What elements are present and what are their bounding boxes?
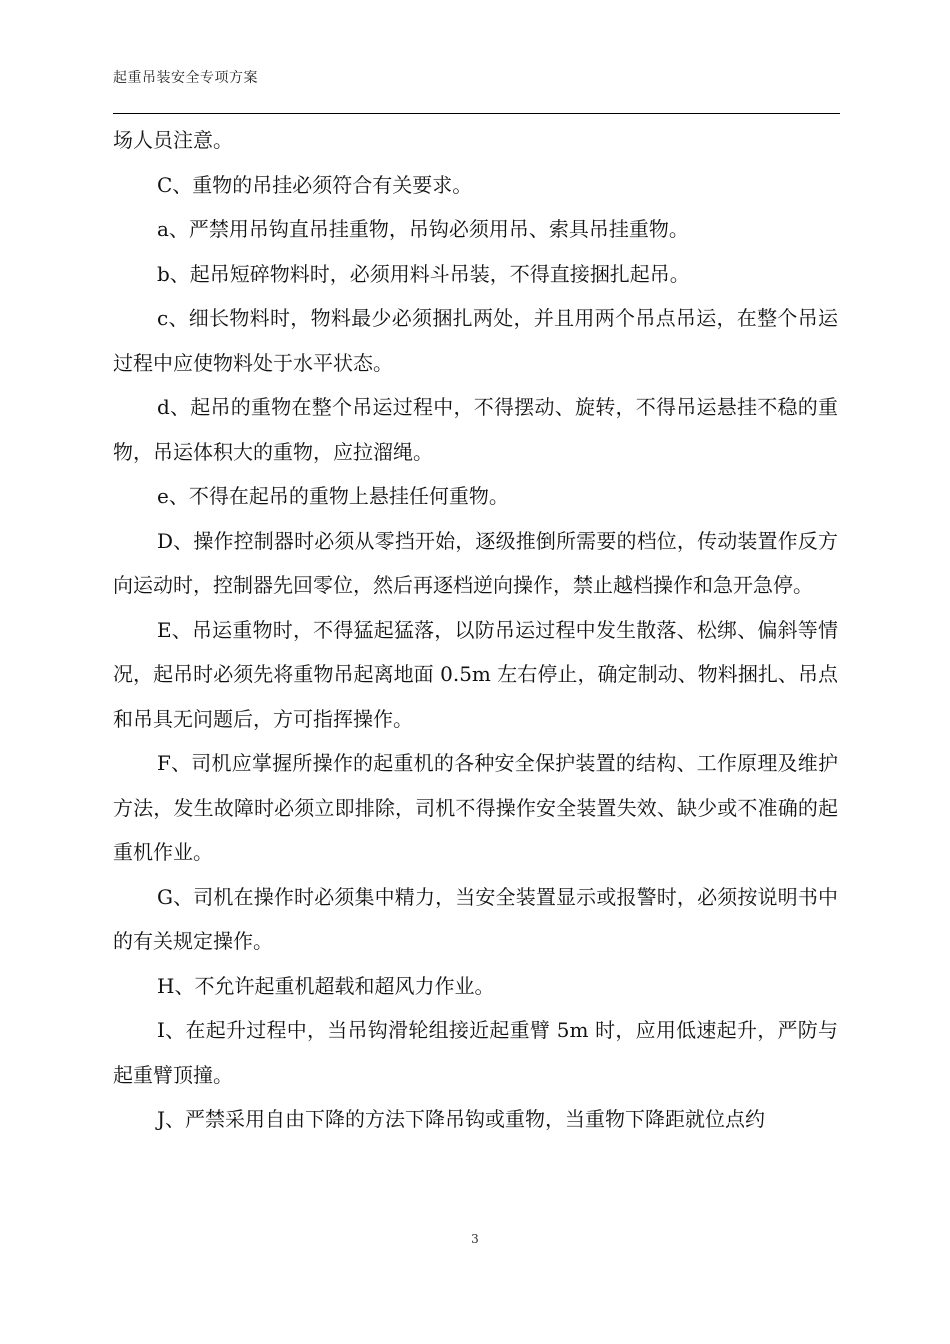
paragraph: E、吊运重物时，不得猛起猛落，以防吊运过程中发生散落、松绑、偏斜等情况，起吊时必须先将重物吊起离地面 0.5m 左右停止，确定制动、物料捆扎、吊点和吊具无问题后，方可指挥操作。 (113, 617, 838, 731)
paragraph: F、司机应掌握所操作的起重机的各种安全保护装置的结构、工作原理及维护方法，发生故障时必须立即排除，司机不得操作安全装置失效、缺少或不准确的起重机作业。 (113, 751, 838, 864)
document-body (113, 118, 838, 1142)
paragraph: c、细长物料时，物料最少必须捆扎两处，并且用两个吊点吊运，在整个吊运过程中应使物料处于水平状态。 (113, 306, 838, 375)
paragraph: 场人员注意。 (113, 128, 233, 152)
paragraph: d、起吊的重物在整个吊运过程中，不得摆动、旋转，不得吊运悬挂不稳的重物，吊运体积大的重物，应拉溜绳。 (113, 395, 838, 464)
paragraph: G、司机在操作时必须集中精力，当安全装置显示或报警时，必须按说明书中的有关规定操作。 (113, 884, 838, 953)
paragraph: J、严禁采用自由下降的方法下降吊钩或重物，当重物下降距就位点约 (157, 1107, 766, 1131)
paragraph: a、严禁用吊钩直吊挂重物，吊钩必须用吊、索具吊挂重物。 (157, 217, 689, 241)
paragraph: D、操作控制器时必须从零挡开始，逐级推倒所需要的档位，传动装置作反方向运动时，控制器先回零位，然后再逐档逆向操作，禁止越档操作和急开急停。 (113, 528, 838, 597)
paragraph: b、起吊短碎物料时，必须用料斗吊装，不得直接捆扎起吊。 (157, 261, 690, 286)
paragraph: I、在起升过程中，当吊钩滑轮组接近起重臂 5m 时，应用低速起升，严防与起重臂顶撞。 (113, 1018, 838, 1087)
page-number: 3 (471, 1232, 479, 1246)
paragraph: e、不得在起吊的重物上悬挂任何重物。 (157, 484, 509, 508)
header-divider (113, 113, 840, 114)
paragraph: H、不允许起重机超载和超风力作业。 (157, 973, 495, 998)
paragraph: C、重物的吊挂必须符合有关要求。 (157, 172, 473, 197)
page-header-title: 起重吊装安全专项方案 (113, 70, 258, 86)
